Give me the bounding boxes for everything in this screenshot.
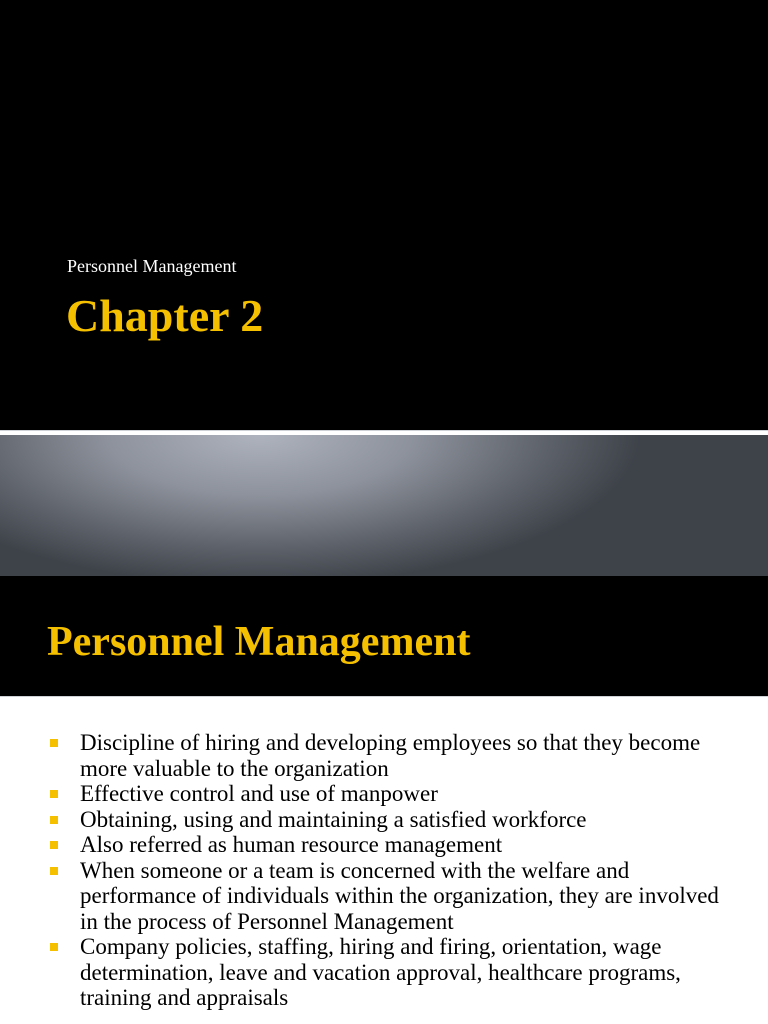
list-item-text: Discipline of hiring and developing employees so that they become more valuable to the organization	[80, 730, 701, 781]
list-item	[0, 807, 768, 833]
list-item-text: Also referred as human resource management	[80, 832, 503, 857]
gradient-banner	[0, 435, 768, 576]
square-bullet-icon	[50, 867, 58, 875]
slide-subtitle: Personnel Management	[67, 256, 237, 276]
bullet-list	[0, 730, 768, 1011]
square-bullet-icon	[50, 816, 58, 824]
title-slide	[0, 0, 768, 430]
square-bullet-icon	[50, 943, 58, 951]
square-bullet-icon	[50, 841, 58, 849]
list-item	[0, 858, 768, 935]
list-item	[0, 730, 768, 781]
list-item-text: Company policies, staffing, hiring and firing, orientation, wage determination, leave and vacation approval, healthcare programs, training and appraisals	[80, 934, 681, 1010]
list-item	[0, 934, 768, 1011]
list-item	[0, 832, 768, 858]
square-bullet-icon	[50, 739, 58, 747]
square-bullet-icon	[50, 790, 58, 798]
list-item-text: When someone or a team is concerned with the welfare and performance of individuals within the organization, they are involved in the process of Personnel Management	[80, 857, 719, 934]
list-item	[0, 781, 768, 807]
content-slide-title: Personnel Management	[47, 619, 471, 665]
list-item-text: Obtaining, using and maintaining a satisfied workforce	[80, 806, 587, 832]
header-divider	[0, 696, 768, 702]
slide-title: Chapter 2	[66, 290, 264, 341]
list-item-text: Effective control and use of manpower	[80, 781, 438, 806]
